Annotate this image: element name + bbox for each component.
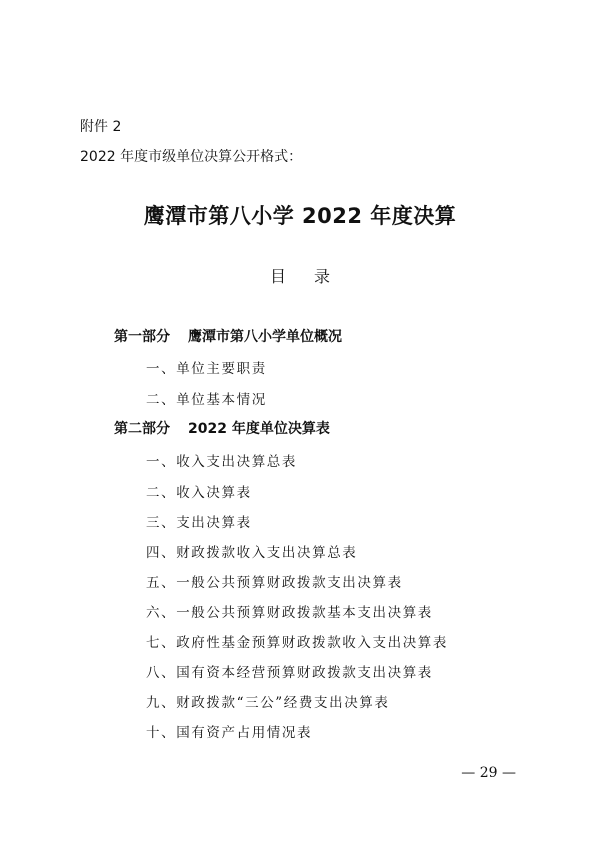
document-title: 鹰潭市第八小学 2022 年度决算: [143, 204, 457, 228]
toc-item: 二、收入决算表: [146, 485, 252, 501]
toc-part-2: [114, 418, 330, 438]
toc-part-2-name: 2022 年度单位决算表: [188, 421, 330, 437]
page-number: — 29 —: [461, 765, 516, 781]
toc-item: 六、一般公共预算财政拨款基本支出决算表: [146, 605, 433, 621]
toc-item: 一、单位主要职责: [146, 361, 267, 377]
toc-item: 八、国有资本经营预算财政拨款支出决算表: [146, 665, 433, 681]
toc-title: 目录: [269, 267, 358, 286]
toc-item: 五、一般公共预算财政拨款支出决算表: [146, 575, 403, 591]
toc-item: 四、财政拨款收入支出决算总表: [146, 545, 358, 561]
toc-item: 二、单位基本情况: [146, 392, 267, 408]
toc-item: 三、支出决算表: [146, 515, 252, 531]
toc-part-1-name: 鹰潭市第八小学单位概况: [188, 329, 342, 345]
toc-part-2-label: 第二部分: [114, 421, 170, 437]
toc-part-1: [114, 326, 342, 346]
format-heading: 2022 年度市级单位决算公开格式：: [80, 149, 303, 165]
toc-item: 七、政府性基金预算财政拨款收入支出决算表: [146, 635, 448, 651]
attachment-label: 附件 2: [80, 119, 122, 135]
toc-item: 十、国有资产占用情况表: [146, 725, 313, 741]
toc-part-1-label: 第一部分: [114, 329, 170, 345]
toc-item: 一、收入支出决算总表: [146, 454, 297, 470]
toc-item: 九、财政拨款“三公”经费支出决算表: [146, 695, 390, 711]
